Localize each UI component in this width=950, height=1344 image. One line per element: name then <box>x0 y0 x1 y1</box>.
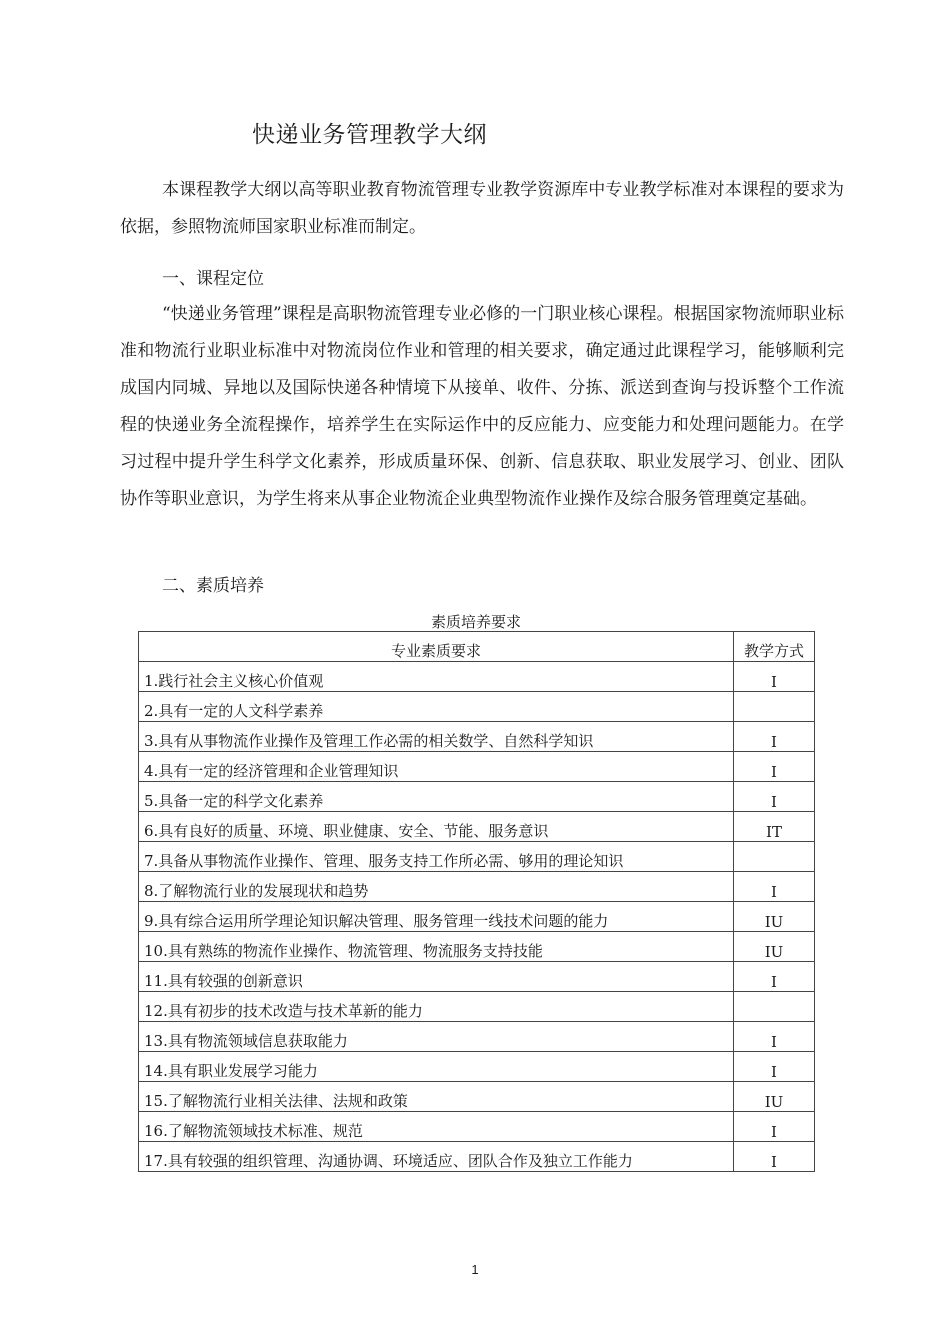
table-row <box>139 962 815 992</box>
teaching-method-cell: I <box>734 962 815 992</box>
table-row <box>139 752 815 782</box>
requirement-cell: 15.了解物流行业相关法律、法规和政策 <box>139 1082 734 1112</box>
table-row <box>139 1022 815 1052</box>
teaching-method-cell <box>734 692 815 722</box>
table-row <box>139 1142 815 1172</box>
teaching-method-cell: I <box>734 1142 815 1172</box>
requirement-cell: 14.具有职业发展学习能力 <box>139 1052 734 1082</box>
page-number: 1 <box>471 1262 479 1277</box>
requirement-cell: 4.具有一定的经济管理和企业管理知识 <box>139 752 734 782</box>
document-title: 快递业务管理教学大纲 <box>252 122 487 148</box>
teaching-method-cell: IU <box>734 932 815 962</box>
requirement-cell: 12.具有初步的技术改造与技术革新的能力 <box>139 992 734 1022</box>
table-row <box>139 1112 815 1142</box>
teaching-method-cell: IT <box>734 812 815 842</box>
requirement-cell: 13.具有物流领域信息获取能力 <box>139 1022 734 1052</box>
section2-heading: 二、素质培养 <box>162 576 264 596</box>
header-teaching-method: 教学方式 <box>734 632 815 662</box>
table-row <box>139 662 815 692</box>
section1-text: “快递业务管理”课程是高职物流管理专业必修的一门职业核心课程。根据国家物流师职业标准和物流行业职业标准中对物流岗位作业和管理的相关要求，确定通过此课程学习，能够顺利完成国内同城、异地以及国际快递各种情境下从接单、收件、分拣、派送到查询与投诉整个工作流程的快递业务全流程操作，培养学生在实际运作中的反应能力、应变能力和处理问题能力。在学习过程中提升学生科学文化素养，形成质量环保、创新、信息获取、职业发展学习、创业、团队协作等职业意识，为学生将来从事企业物流企业典型物流作业操作及综合服务管理奠定基础。 <box>120 304 844 509</box>
teaching-method-cell: IU <box>734 1082 815 1112</box>
table-row <box>139 692 815 722</box>
intro-text: 本课程教学大纲以高等职业教育物流管理专业教学资源库中专业教学标准对本课程的要求为依据，参照物流师国家职业标准而制定。 <box>120 180 844 237</box>
teaching-method-cell: I <box>734 1112 815 1142</box>
requirement-cell: 10.具有熟练的物流作业操作、物流管理、物流服务支持技能 <box>139 932 734 962</box>
requirement-cell: 3.具有从事物流作业操作及管理工作必需的相关数学、自然科学知识 <box>139 722 734 752</box>
table-row <box>139 782 815 812</box>
requirement-cell: 2.具有一定的人文科学素养 <box>139 692 734 722</box>
table-row <box>139 842 815 872</box>
requirement-cell: 8.了解物流行业的发展现状和趋势 <box>139 872 734 902</box>
teaching-method-cell <box>734 842 815 872</box>
intro-paragraph <box>120 172 844 246</box>
header-requirement: 专业素质要求 <box>139 632 734 662</box>
teaching-method-cell <box>734 992 815 1022</box>
table-row <box>139 992 815 1022</box>
quality-requirements-table <box>138 631 815 1172</box>
table-header-row <box>139 632 815 662</box>
teaching-method-cell: I <box>734 662 815 692</box>
requirement-cell: 17.具有较强的组织管理、沟通协调、环境适应、团队合作及独立工作能力 <box>139 1142 734 1172</box>
table-body <box>139 662 815 1172</box>
table-row <box>139 722 815 752</box>
requirement-cell: 5.具备一定的科学文化素养 <box>139 782 734 812</box>
requirement-cell: 9.具有综合运用所学理论知识解决管理、服务管理一线技术问题的能力 <box>139 902 734 932</box>
table-caption: 素质培养要求 <box>430 613 521 631</box>
table-row <box>139 902 815 932</box>
table-row <box>139 1052 815 1082</box>
requirement-cell: 11.具有较强的创新意识 <box>139 962 734 992</box>
teaching-method-cell: I <box>734 752 815 782</box>
teaching-method-cell: I <box>734 722 815 752</box>
teaching-method-cell: I <box>734 1052 815 1082</box>
teaching-method-cell: I <box>734 872 815 902</box>
teaching-method-cell: I <box>734 782 815 812</box>
table-row <box>139 932 815 962</box>
table-row <box>139 872 815 902</box>
teaching-method-cell: I <box>734 1022 815 1052</box>
section1-paragraph <box>120 296 844 518</box>
table-row <box>139 1082 815 1112</box>
requirement-cell: 6.具有良好的质量、环境、职业健康、安全、节能、服务意识 <box>139 812 734 842</box>
table-row <box>139 812 815 842</box>
requirement-cell: 1.践行社会主义核心价值观 <box>139 662 734 692</box>
requirement-cell: 7.具备从事物流作业操作、管理、服务支持工作所必需、够用的理论知识 <box>139 842 734 872</box>
section1-heading: 一、课程定位 <box>162 269 264 289</box>
requirement-cell: 16.了解物流领域技术标准、规范 <box>139 1112 734 1142</box>
teaching-method-cell: IU <box>734 902 815 932</box>
